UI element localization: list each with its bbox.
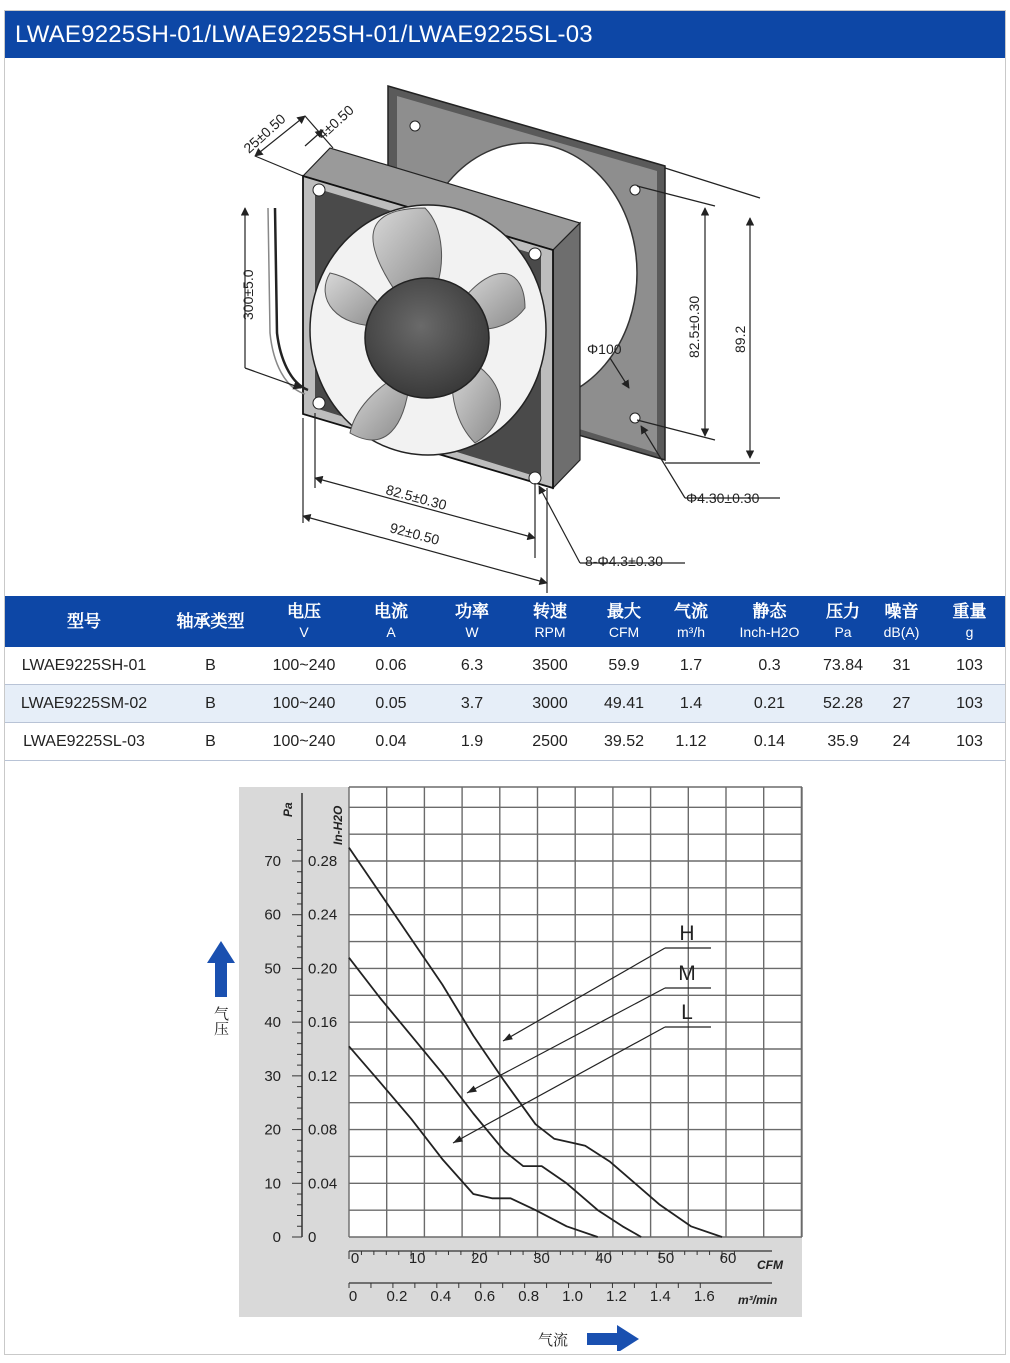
dim-4: 4±0.50 (314, 101, 357, 143)
table-cell: B (163, 685, 258, 723)
column-header-unit: Inch-H2O (739, 623, 800, 640)
column-header-unit: CFM (608, 623, 640, 640)
y-tick-label-inh2o: 0.28 (308, 853, 338, 870)
table-cell: 3000 (512, 685, 588, 723)
y-tick-label-pa: 70 (264, 853, 281, 870)
spec-table-header (5, 596, 1005, 647)
x-tick-label-m3min: 0.8 (518, 1288, 540, 1305)
column-header (934, 596, 1005, 647)
column-header (588, 596, 660, 647)
column-header-label: 型号 (67, 612, 101, 631)
dim-phi100: Φ100 (587, 341, 622, 357)
table-cell: LWAE9225SM-02 (5, 685, 163, 723)
column-header (869, 596, 934, 647)
page-frame (4, 10, 1006, 1355)
x-tick-label-m3min: 1.2 (606, 1288, 627, 1305)
pq-curve-chart (5, 751, 1005, 1351)
column-header-unit: V (299, 623, 309, 640)
y-tick-label-pa: 0 (272, 1229, 281, 1246)
page-title: LWAE9225SH-01/LWAE9225SH-01/LWAE9225SL-03 (5, 11, 1005, 58)
table-cell: 0.04 (350, 723, 432, 761)
column-header-unit: A (386, 623, 396, 640)
table-cell: 59.9 (588, 647, 660, 685)
y-tick-label-pa: 40 (264, 1014, 281, 1032)
table-cell: 0.3 (722, 647, 817, 685)
table-cell: 35.9 (817, 723, 869, 761)
x-tick-label-m3min: 0.2 (386, 1288, 408, 1305)
column-header-label: 最大 (607, 601, 641, 621)
column-header-label: 压力 (826, 601, 860, 621)
x-tick-label-cfm: 0 (350, 1250, 360, 1267)
table-cell: 100~240 (258, 723, 350, 761)
table-cell: 103 (934, 647, 1005, 685)
y-unit-inh2o: In-H2O (331, 805, 345, 845)
y-tick-label-pa: 20 (264, 1121, 281, 1139)
y-tick-label-inh2o: 0.12 (308, 1067, 338, 1085)
series-label-M: M (678, 962, 696, 985)
column-header (660, 596, 722, 647)
table-cell: 100~240 (258, 647, 350, 685)
y-axis-arrow-up (207, 941, 235, 997)
table-cell: 3500 (512, 647, 588, 685)
x-tick-label-m3min: 0 (348, 1288, 358, 1305)
fan-dimension-drawing (5, 58, 1005, 596)
x-tick-label-m3min: 0.4 (430, 1288, 452, 1305)
x-axis-title: 气流 (537, 1331, 569, 1349)
x-tick-label-cfm: 60 (719, 1250, 737, 1267)
y-unit-pa: Pa (281, 802, 295, 817)
column-header (512, 596, 588, 647)
table-row (5, 647, 1005, 685)
table-row (5, 685, 1005, 723)
y-tick-label-inh2o: 0.20 (308, 960, 338, 978)
y-tick-label-pa: 10 (264, 1175, 281, 1193)
column-header (258, 596, 350, 647)
column-header-unit: RPM (534, 623, 566, 640)
table-cell: 1.7 (660, 647, 722, 685)
table-cell: LWAE9225SL-03 (5, 723, 163, 761)
y-tick-label-inh2o: 0.08 (308, 1121, 338, 1139)
series-label-L: L (681, 1001, 693, 1024)
x-unit-m3min: m³/min (738, 1293, 778, 1307)
table-cell: 3.7 (432, 685, 512, 723)
table-cell: 73.84 (817, 647, 869, 685)
x-unit-cfm: CFM (757, 1258, 783, 1272)
table-cell: 1.12 (660, 723, 722, 761)
x-tick-label-cfm: 20 (470, 1250, 488, 1267)
y-axis-title: 气压 (212, 1006, 230, 1036)
dim-82-5-vertical: 82.5±0.30 (686, 295, 702, 358)
x-tick-label-cfm: 50 (657, 1250, 675, 1267)
column-header-label: 电压 (287, 601, 321, 621)
table-cell: 0.05 (350, 685, 432, 723)
x-tick-label-m3min: 0.6 (474, 1288, 496, 1305)
column-header-unit: W (465, 623, 479, 640)
column-header (722, 596, 817, 647)
table-cell: 0.21 (722, 685, 817, 723)
dim-25: 25±0.50 (240, 110, 289, 157)
spec-table (5, 596, 1005, 761)
x-tick-label-m3min: 1.6 (693, 1288, 715, 1305)
column-header (5, 596, 163, 647)
column-header-label: 电流 (374, 601, 408, 621)
table-cell: 0.06 (350, 647, 432, 685)
table-cell: 27 (869, 685, 934, 723)
table-cell: 103 (934, 723, 1005, 761)
dim-phi4-3: Φ4.30±0.30 (686, 490, 760, 506)
column-header (817, 596, 869, 647)
y-tick-label-pa: 30 (264, 1067, 281, 1085)
x-tick-label-cfm: 10 (408, 1250, 426, 1267)
table-cell: B (163, 647, 258, 685)
column-header (163, 596, 258, 647)
series-label-H: H (679, 922, 695, 945)
column-header (432, 596, 512, 647)
table-cell: 24 (869, 723, 934, 761)
y-tick-label-pa: 50 (264, 960, 281, 978)
column-header-unit: dB(A) (883, 623, 920, 640)
y-tick-label-pa: 60 (264, 906, 281, 924)
table-cell: 1.4 (660, 685, 722, 723)
x-tick-label-m3min: 1.0 (562, 1288, 583, 1305)
y-tick-label-inh2o: 0.24 (308, 906, 338, 924)
dim-92: 92±0.50 (388, 519, 442, 548)
table-cell: 103 (934, 685, 1005, 723)
table-cell: 52.28 (817, 685, 869, 723)
y-tick-label-inh2o: 0.16 (308, 1014, 338, 1032)
column-header-unit: Pa (834, 623, 852, 640)
table-cell: 2500 (512, 723, 588, 761)
y-tick-label-inh2o: 0.04 (308, 1175, 338, 1193)
x-tick-label-cfm: 30 (533, 1250, 550, 1267)
x-tick-label-m3min: 1.4 (649, 1288, 671, 1305)
table-cell: 31 (869, 647, 934, 685)
spec-table-body (5, 647, 1005, 761)
x-tick-label-cfm: 40 (595, 1250, 613, 1267)
dim-300: 300±5.0 (240, 269, 256, 320)
table-cell: 49.41 (588, 685, 660, 723)
table-cell: 100~240 (258, 685, 350, 723)
dim-8-holes: 8-Φ4.3±0.30 (585, 553, 664, 569)
column-header-label: 噪音 (884, 601, 919, 621)
y-tick-label-inh2o: 0 (308, 1229, 317, 1246)
column-header-label: 静态 (752, 601, 787, 621)
column-header-label: 转速 (533, 601, 567, 621)
column-header-label: 功率 (455, 601, 489, 621)
table-cell: 6.3 (432, 647, 512, 685)
table-cell: LWAE9225SH-01 (5, 647, 163, 685)
table-cell: 0.14 (722, 723, 817, 761)
dim-82-5-horizontal: 82.5±0.30 (384, 481, 449, 513)
column-header-unit: m³/h (677, 623, 705, 640)
column-header-unit: g (965, 623, 974, 640)
column-header (350, 596, 432, 647)
table-cell: 1.9 (432, 723, 512, 761)
table-cell: 39.52 (588, 723, 660, 761)
x-axis-arrow-right (587, 1325, 639, 1351)
table-cell: B (163, 723, 258, 761)
column-header-label: 轴承类型 (176, 612, 245, 631)
dim-89-2: 89.2 (732, 325, 748, 353)
column-header-label: 重量 (952, 601, 987, 621)
column-header-label: 气流 (674, 601, 708, 621)
